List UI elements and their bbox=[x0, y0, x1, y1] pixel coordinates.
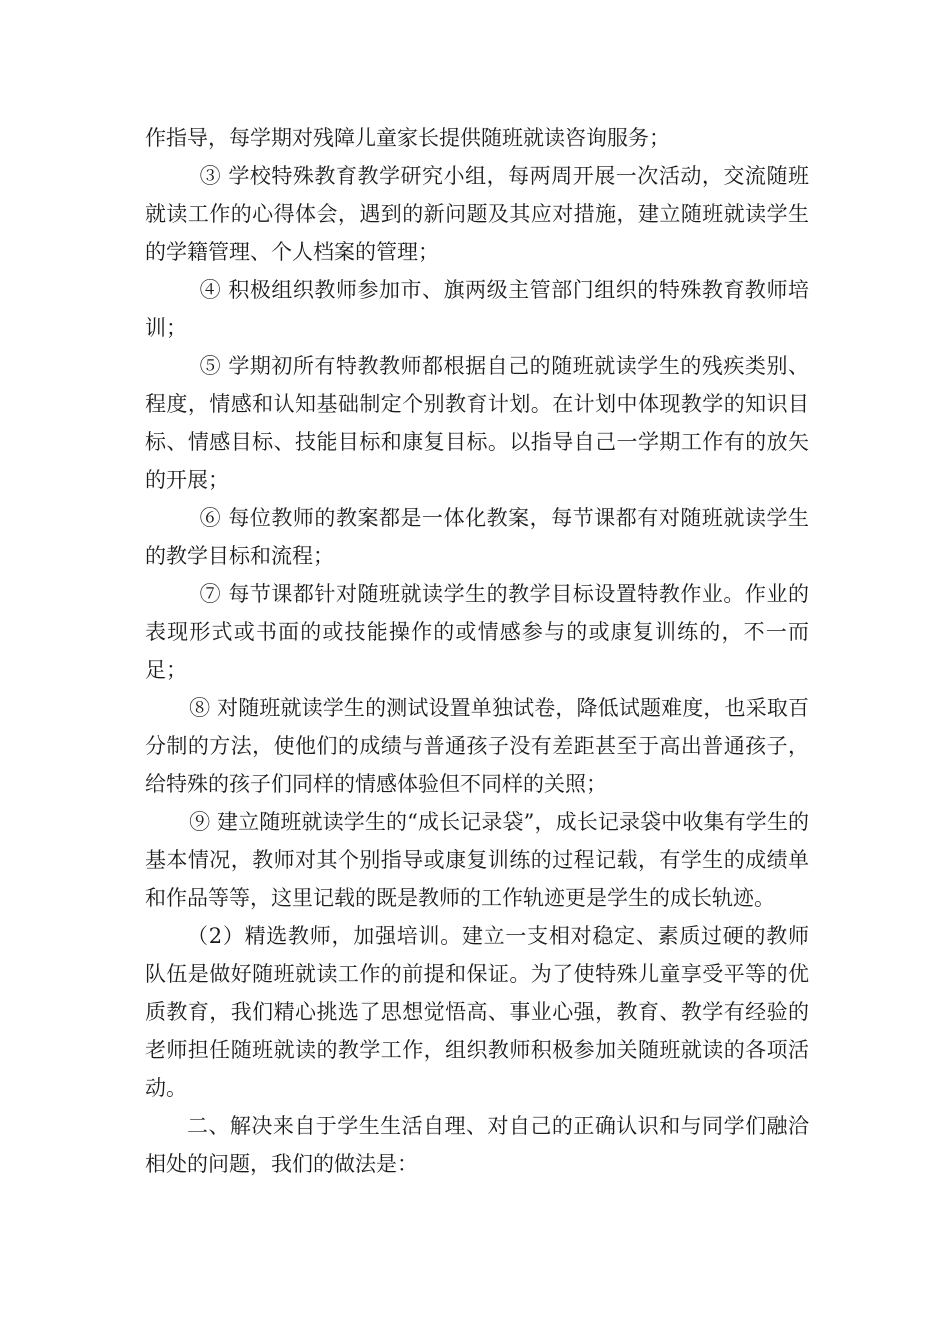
paragraph-item-8: ⑧ 对随班就读学生的测试设置单独试卷，降低试题难度，也采取百分制的方法，使他们的成绩与普通孩子没有差距甚至于高出普通孩子，给特殊的孩子们同样的情感体验但不同样的关照； bbox=[145, 696, 809, 796]
paragraph-item-7: ⑦ 每节课都针对随班就读学生的教学目标设置特教作业。作业的表现形式或书面的或技能操作的或情感参与的或康复训练的，不一而足； bbox=[145, 582, 809, 682]
paragraph-item-6: ⑥ 每位教师的教案都是一体化教案，每节课都有对随班就读学生的教学目标和流程； bbox=[145, 506, 809, 568]
paragraph-item-4: ④ 积极组织教师参加市、旗两级主管部门组织的特殊教育教师培训； bbox=[145, 278, 809, 340]
paragraph-consulting-service: 作指导，每学期对残障儿童家长提供随班就读咨询服务； bbox=[145, 126, 670, 150]
paragraph-item-5: ⑤ 学期初所有特教教师都根据自己的随班就读学生的残疾类别、程度，情感和认知基础制定个别教育计划。在计划中体现教学的知识目标、情感目标、技能目标和康复目标。以指导自己一学期工作有的放矢的开展； bbox=[145, 354, 809, 492]
paragraph-item-3: ③ 学校特殊教育教学研究小组，每两周开展一次活动，交流随班就读工作的心得体会，遇到的新问题及其应对措施，建立随班就读学生的学籍管理、个人档案的管理； bbox=[145, 164, 809, 264]
paragraph-section-2: （2）精选教师，加强培训。建立一支相对稳定、素质过硬的教师队伍是做好随班就读工作的前提和保证。为了使特殊儿童享受平等的优质教育，我们精心挑选了思想觉悟高、事业心强，教育、教学有经验的老师担任随班就读的教学工作，组织教师积极参加关随班就读的各项活动。 bbox=[145, 924, 809, 1100]
paragraph-item-9: ⑨ 建立随班就读学生的“成长记录袋”，成长记录袋中收集有学生的基本情况，教师对其个别指导或康复训练的过程记载，有学生的成绩单和作品等等，这里记载的既是教师的工作轨迹更是学生的成长轨迹。 bbox=[145, 810, 809, 910]
document-body bbox=[145, 119, 809, 1183]
paragraph-part-two-heading: 二、解决来自于学生生活自理、对自己的正确认识和与同学们融洽相处的问题，我们的做法是： bbox=[145, 1114, 809, 1176]
